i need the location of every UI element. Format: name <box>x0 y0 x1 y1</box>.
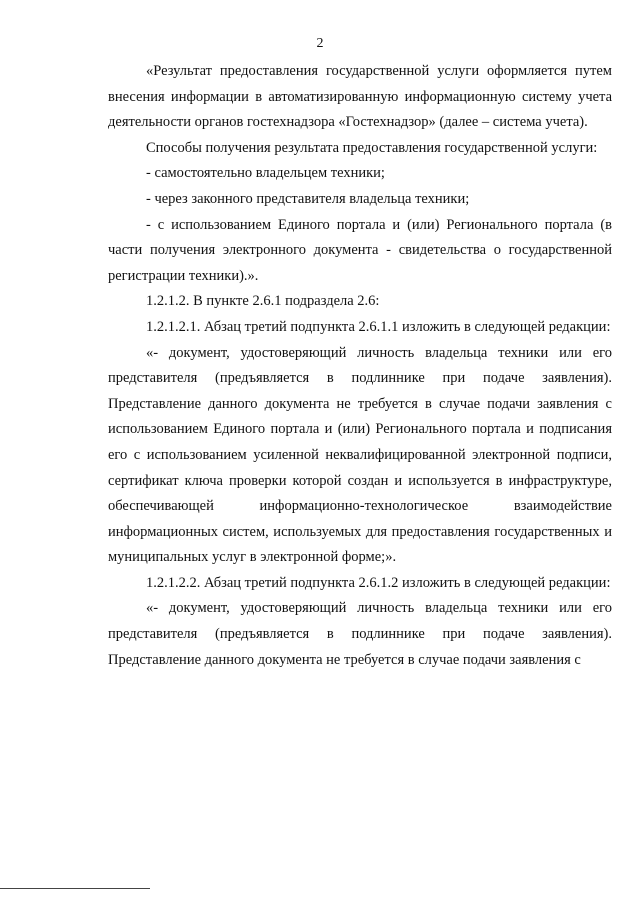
quoted-document-clause-1: «- документ, удостоверяющий личность владельца техники или его представителя (предъявляется в подлиннике при подаче заявления). Представление данного документа не требуется в случае подачи заявления с использованием Единого портала и (или) Регионального портала и подписания его с использованием усиленной неквалифицированной электронной подписи, сертификат ключа проверки которой создан и используется в инфраструктуре, обеспечивающей информационно-технологическое взаимодействие информационных систем, используемых для предоставления государственных и муниципальных услуг в электронной форме;». <box>108 344 612 566</box>
quoted-document-clause-2: «- документ, удостоверяющий личность владельца техники или его представителя (предъявляется в подлиннике при подаче заявления). Представление данного документа не требуется в случае подачи заявления с <box>108 600 612 668</box>
paragraph-result: «Результат предоставления государственной услуги оформляется путем внесения информации в автоматизированную информационную систему учета деятельности органов гостехнадзора «Гостехнадзор» (далее – система учета). <box>108 63 612 131</box>
clause-1-2-1-2-2: 1.2.1.2.2. Абзац третий подпункта 2.6.1.2 изложить в следующей редакции: <box>146 574 611 591</box>
page-number: 2 <box>316 36 324 51</box>
list-item-representative: - через законного представителя владельца техники; <box>146 190 470 207</box>
clause-1-2-1-2-1: 1.2.1.2.1. Абзац третий подпункта 2.6.1.1 изложить в следующей редакции: <box>146 318 611 335</box>
paragraph-methods: Способы получения результата предоставления государственной услуги: <box>146 139 598 156</box>
list-item-owner: - самостоятельно владельцем техники; <box>146 165 385 182</box>
clause-1-2-1-2: 1.2.1.2. В пункте 2.6.1 подраздела 2.6: <box>146 293 380 310</box>
footer-rule <box>0 888 150 889</box>
list-item-portal: - с использованием Единого портала и (или) Регионального портала (в части получения электронного документа - свидетельства о государственной регистрации техники).». <box>108 216 612 284</box>
document-body <box>108 59 612 673</box>
